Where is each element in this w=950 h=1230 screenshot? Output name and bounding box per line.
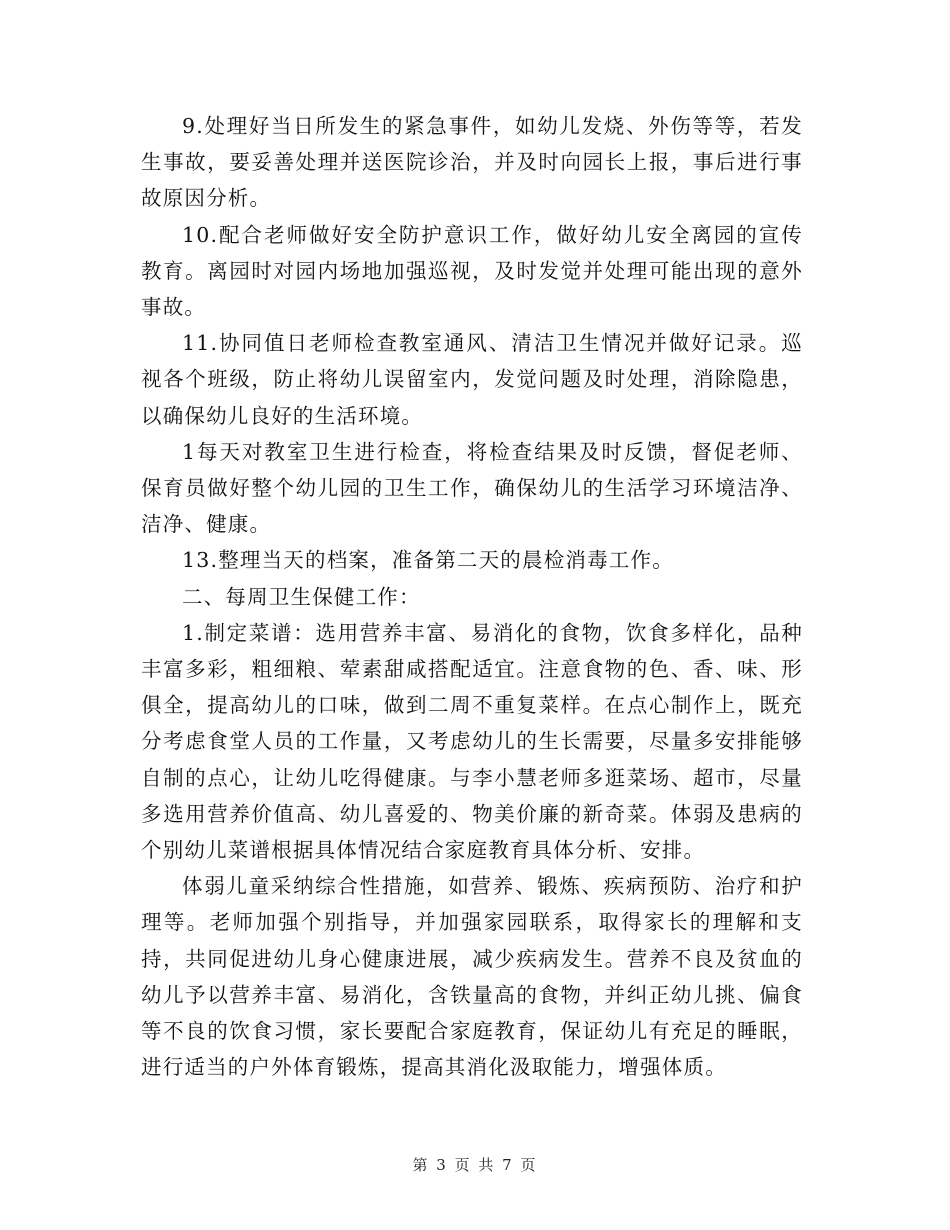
page-footer: 第 3 页 共 7 页 [412,1156,538,1174]
paragraph-item-12: 1每天对教室卫生进行检查，将检查结果及时反馈，督促老师、保育员做好整个幼儿园的卫生工作，确保幼儿的生活学习环境洁净、洁净、健康。 [141,439,803,537]
document-body [141,108,803,1085]
paragraph-item-10: 10.配合老师做好安全防护意识工作，做好幼儿安全离园的宣传教育。离园时对园内场地加强巡视，及时发觉并处理可能出现的意外事故。 [141,222,803,320]
section-heading-weekly: 二、每周卫生保健工作： [182,584,421,609]
paragraph-item-9: 9.处理好当日所发生的紧急事件，如幼儿发烧、外伤等等，若发生事故，要妥善处理并送医院诊治，并及时向园长上报，事后进行事故原因分析。 [141,114,803,211]
paragraph-item-13: 13.整理当天的档案，准备第二天的晨检消毒工作。 [182,548,674,573]
paragraph-item-11: 11.协同值日老师检查教室通风、清洁卫生情况并做好记录。巡视各个班级，防止将幼儿误留室内，发觉问题及时处理，消除隐患，以确保幼儿良好的生活环境。 [141,331,803,428]
paragraph-weak-children: 体弱儿童采纳综合性措施，如营养、锻炼、疾病预防、治疗和护理等。老师加强个别指导，并加强家园联系，取得家长的理解和支持，共同促进幼儿身心健康进展，减少疾病发生。营养不良及贫血的幼儿予以营养丰富、易消化，含铁量高的食物，并纠正幼儿挑、偏食等不良的饮食习惯，家长要配合家庭教育，保证幼儿有充足的睡眠，进行适当的户外体育锻炼，提高其消化汲取能力，增强体质。 [141,874,803,1080]
paragraph-menu-planning: 1.制定菜谱：选用营养丰富、易消化的食物，饮食多样化，品种丰富多彩，粗细粮、荤素甜咸搭配适宜。注意食物的色、香、味、形俱全，提高幼儿的口味，做到二周不重复菜样。在点心制作上，既充分考虑食堂人员的工作量，又考虑幼儿的生长需要，尽量多安排能够自制的点心，让幼儿吃得健康。与李小慧老师多逛菜场、超市，尽量多选用营养价值高、幼儿喜爱的、物美价廉的新奇菜。体弱及患病的个别幼儿菜谱根据具体情况结合家庭教育具体分析、安排。 [141,620,803,863]
